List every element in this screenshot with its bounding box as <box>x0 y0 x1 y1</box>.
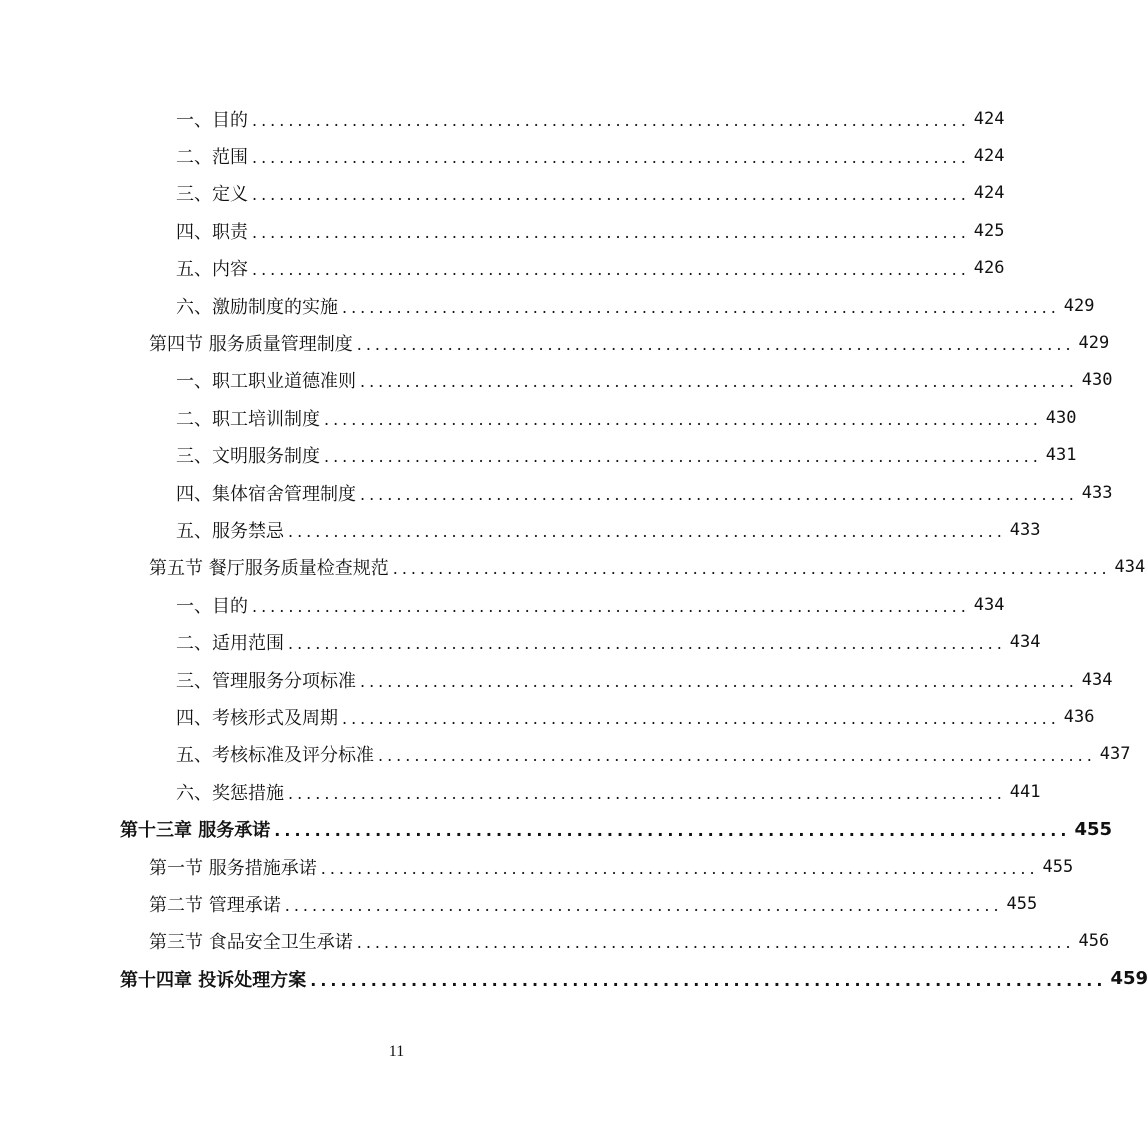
toc-entry-title: 四、考核形式及周期 <box>176 707 338 729</box>
toc-leader-dots: ............................................................................... <box>324 409 1042 429</box>
toc-leader-dots: ............................................................................... <box>252 110 970 130</box>
page-number: 11 <box>388 1043 405 1060</box>
toc-entry-page: 433 <box>1081 482 1113 503</box>
toc-section-entry[interactable] <box>0 549 1146 586</box>
toc-entry-title: 六、激励制度的实施 <box>176 296 338 318</box>
toc-leader-dots: ............................................................................... <box>342 708 1060 728</box>
toc-leader-dots: ............................................................................... <box>288 783 1006 803</box>
toc-entry-title: 一、目的 <box>176 595 248 617</box>
toc-entry-page: 430 <box>1081 370 1113 391</box>
toc-leader-dots: ............................................................................... <box>360 484 1078 504</box>
toc-entry-title: 二、适用范围 <box>176 633 284 655</box>
toc-entry-page: 436 <box>1063 706 1095 727</box>
toc-section-entry[interactable] <box>0 848 1074 885</box>
toc-entry-page: 455 <box>1042 856 1074 877</box>
toc-entry-title: 第三节 食品安全卫生承诺 <box>149 932 353 954</box>
toc-leader-dots: ............................................................................... <box>274 821 1071 841</box>
toc-leader-dots: ............................................................................... <box>320 858 1039 878</box>
toc-leader-dots: ............................................................................... <box>342 297 1060 317</box>
toc-entry-page: 424 <box>973 146 1005 167</box>
toc-entry-page: 424 <box>973 108 1005 129</box>
toc-leader-dots: ............................................................................... <box>324 447 1042 467</box>
toc-entry-page: 429 <box>1078 333 1110 354</box>
toc-entry[interactable] <box>0 100 1005 137</box>
toc-entry-title: 第二节 管理承诺 <box>149 894 281 916</box>
toc-entry-title: 二、职工培训制度 <box>176 408 320 430</box>
toc-entry[interactable] <box>0 362 1113 399</box>
toc-entry-title: 四、职责 <box>176 221 248 243</box>
toc-entry-page: 437 <box>1099 744 1131 765</box>
toc-entry[interactable] <box>0 698 1095 735</box>
toc-entry[interactable] <box>0 175 1005 212</box>
toc-leader-dots: ............................................................................... <box>360 372 1078 392</box>
toc-chapter-entry[interactable] <box>0 810 1113 847</box>
toc-entry[interactable] <box>0 623 1041 660</box>
toc-entry-page: 426 <box>973 258 1005 279</box>
toc-entry[interactable] <box>0 511 1041 548</box>
toc-entry-page: 455 <box>1074 818 1113 840</box>
toc-entry[interactable] <box>0 773 1041 810</box>
toc-leader-dots: ............................................................................... <box>378 746 1096 766</box>
toc-leader-dots: ............................................................................... <box>288 634 1006 654</box>
toc-entry-page: 434 <box>1081 669 1113 690</box>
toc-entry-title: 三、管理服务分项标准 <box>176 670 356 692</box>
toc-entry-title: 四、集体宿舍管理制度 <box>176 483 356 505</box>
toc-leader-dots: ............................................................................... <box>360 671 1078 691</box>
toc-entry-page: 429 <box>1063 295 1095 316</box>
toc-leader-dots: ............................................................................... <box>252 222 970 242</box>
toc-entry[interactable] <box>0 474 1113 511</box>
toc-entry-page: 424 <box>973 183 1005 204</box>
toc-entry[interactable] <box>0 586 1005 623</box>
toc-leader-dots: ............................................................................... <box>310 970 1107 990</box>
toc-leader-dots: ............................................................................... <box>252 596 970 616</box>
toc-entry-title: 三、文明服务制度 <box>176 446 320 468</box>
toc-entry-page: 455 <box>1006 893 1038 914</box>
toc-entry-page: 441 <box>1009 781 1041 802</box>
toc-section-entry[interactable] <box>0 923 1110 960</box>
toc-entry-title: 三、定义 <box>176 184 248 206</box>
toc-entry[interactable] <box>0 137 1005 174</box>
toc-entry-title: 第十四章 投诉处理方案 <box>120 969 307 991</box>
toc-entry-page: 431 <box>1045 445 1077 466</box>
toc-entry-title: 五、考核标准及评分标准 <box>176 745 374 767</box>
toc-leader-dots: ............................................................................... <box>288 521 1006 541</box>
toc-entry-title: 第一节 服务措施承诺 <box>149 857 317 879</box>
toc-entry-page: 434 <box>1114 557 1146 578</box>
toc-entry-title: 第十三章 服务承诺 <box>120 820 271 842</box>
toc-entry-title: 五、内容 <box>176 259 248 281</box>
toc-entry[interactable] <box>0 437 1077 474</box>
toc-entry-title: 二、范围 <box>176 147 248 169</box>
toc-entry-title: 第四节 服务质量管理制度 <box>149 334 353 356</box>
toc-entry[interactable] <box>0 399 1077 436</box>
toc-entry-page: 434 <box>973 594 1005 615</box>
toc-leader-dots: ............................................................................... <box>356 335 1075 355</box>
toc-entry-page: 456 <box>1078 931 1110 952</box>
toc-entry[interactable] <box>0 736 1131 773</box>
toc-entry-page: 434 <box>1009 632 1041 653</box>
toc-entry-title: 六、奖惩措施 <box>176 782 284 804</box>
toc-entry[interactable] <box>0 212 1005 249</box>
toc-entry-page: 430 <box>1045 407 1077 428</box>
toc-entry[interactable] <box>0 661 1113 698</box>
toc-entry[interactable] <box>0 250 1005 287</box>
toc-chapter-entry[interactable] <box>0 960 1148 997</box>
toc-section-entry[interactable] <box>0 324 1110 361</box>
toc-leader-dots: ............................................................................... <box>356 933 1075 953</box>
toc-entry-page: 425 <box>973 220 1005 241</box>
table-of-contents <box>0 100 1148 997</box>
toc-leader-dots: ............................................................................... <box>284 895 1003 915</box>
toc-entry-page: 433 <box>1009 519 1041 540</box>
toc-leader-dots: ............................................................................... <box>252 260 970 280</box>
toc-entry-title: 第五节 餐厅服务质量检查规范 <box>149 558 389 580</box>
toc-entry-title: 五、服务禁忌 <box>176 520 284 542</box>
toc-entry-page: 459 <box>1110 968 1148 990</box>
toc-entry-title: 一、目的 <box>176 109 248 131</box>
toc-section-entry[interactable] <box>0 885 1038 922</box>
toc-entry-title: 一、职工职业道德准则 <box>176 371 356 393</box>
toc-leader-dots: ............................................................................... <box>392 559 1111 579</box>
toc-leader-dots: ............................................................................... <box>252 148 970 168</box>
toc-entry[interactable] <box>0 287 1095 324</box>
toc-leader-dots: ............................................................................... <box>252 185 970 205</box>
